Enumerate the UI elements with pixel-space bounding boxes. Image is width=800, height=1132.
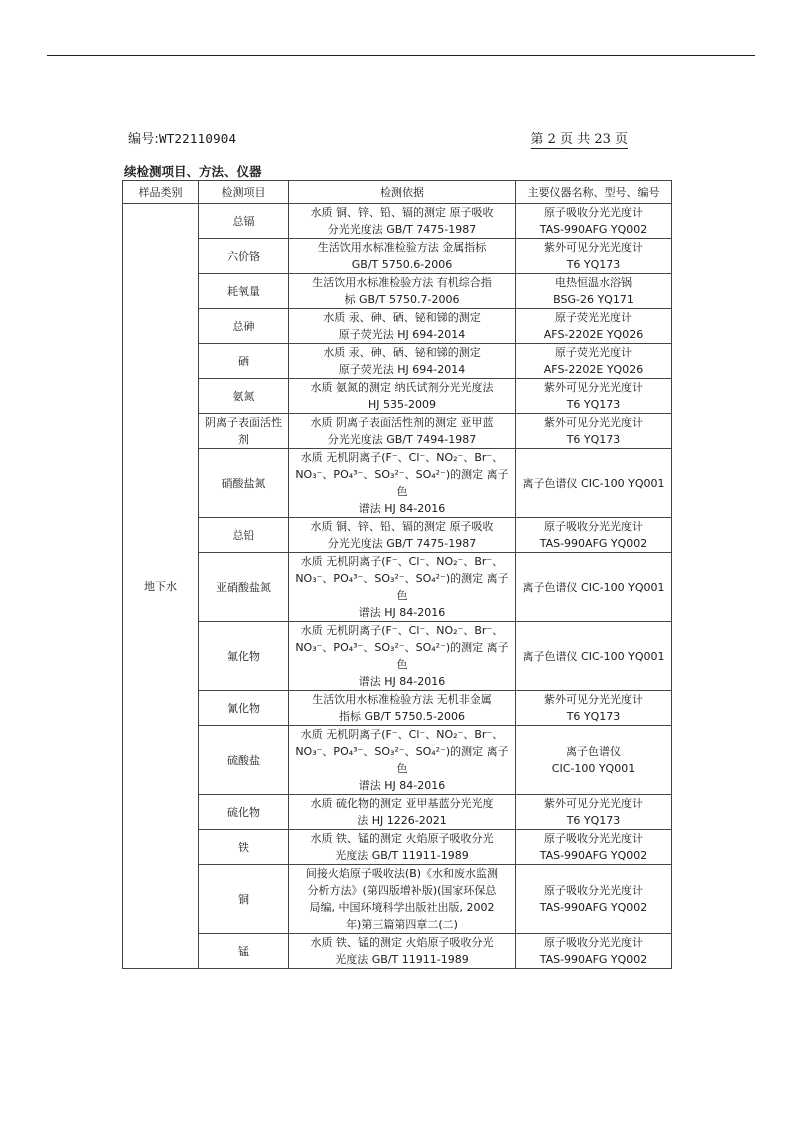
table-body bbox=[123, 204, 672, 969]
basis-line: 水质 阴离子表面活性剂的测定 亚甲蓝 bbox=[310, 416, 494, 429]
basis-line: NO₃⁻、PO₄³⁻、SO₃²⁻、SO₄²⁻)的测定 离子色 bbox=[295, 745, 509, 775]
test-basis-cell bbox=[289, 309, 516, 344]
basis-line: 水质 铁、锰的测定 火焰原子吸收分光 bbox=[310, 936, 494, 949]
instrument-line: 电热恒温水浴锅 bbox=[555, 276, 632, 289]
test-basis-cell bbox=[289, 622, 516, 691]
instrument-line: 原子荧光光度计 bbox=[555, 311, 632, 324]
basis-line: HJ 535-2009 bbox=[368, 398, 436, 411]
basis-line: 谱法 HJ 84-2016 bbox=[358, 675, 446, 688]
instrument-cell bbox=[516, 204, 672, 239]
instrument-cell bbox=[516, 622, 672, 691]
basis-line: 标 GB/T 5750.7-2006 bbox=[344, 293, 460, 306]
basis-line: 水质 无机阴离子(F⁻、Cl⁻、NO₂⁻、Br⁻、 bbox=[300, 728, 504, 741]
test-basis-cell bbox=[289, 795, 516, 830]
report-number-value: WT22110904 bbox=[158, 131, 237, 146]
basis-line: 生活饮用水标准检验方法 无机非金属 bbox=[312, 693, 492, 706]
column-header: 检测依据 bbox=[289, 181, 516, 204]
test-basis-cell bbox=[289, 830, 516, 865]
basis-line: 分光光度法 GB/T 7475-1987 bbox=[327, 223, 477, 236]
instrument-line: 紫外可见分光光度计 bbox=[544, 693, 643, 706]
instrument-cell bbox=[516, 726, 672, 795]
table-row bbox=[123, 344, 672, 379]
instrument-line: TAS-990AFG YQ002 bbox=[539, 537, 648, 550]
instrument-line: TAS-990AFG YQ002 bbox=[539, 901, 648, 914]
instrument-line: 原子吸收分光光度计 bbox=[544, 520, 643, 533]
sample-category-cell: 地下水 bbox=[123, 204, 199, 969]
column-header: 样品类别 bbox=[123, 181, 199, 204]
basis-line: 水质 氨氮的测定 纳氏试剂分光光度法 bbox=[310, 381, 494, 394]
test-basis-cell bbox=[289, 518, 516, 553]
instrument-line: 离子色谱仪 bbox=[566, 745, 621, 758]
basis-line: NO₃⁻、PO₄³⁻、SO₃²⁻、SO₄²⁻)的测定 离子色 bbox=[295, 572, 509, 602]
basis-line: 指标 GB/T 5750.5-2006 bbox=[339, 710, 465, 723]
instrument-line: AFS-2202E YQ026 bbox=[543, 328, 644, 341]
instrument-line: T6 YQ173 bbox=[566, 814, 621, 827]
basis-line: 谱法 HJ 84-2016 bbox=[358, 502, 446, 515]
basis-line: 原子荧光法 HJ 694-2014 bbox=[338, 328, 466, 341]
test-item-cell: 氟化物 bbox=[199, 622, 289, 691]
test-item-cell: 硝酸盐氮 bbox=[199, 449, 289, 518]
instrument-line: 离子色谱仪 CIC-100 YQ001 bbox=[522, 580, 665, 594]
table-row bbox=[123, 795, 672, 830]
test-basis-cell bbox=[289, 726, 516, 795]
report-number bbox=[128, 128, 236, 147]
instrument-line: 紫外可见分光光度计 bbox=[544, 797, 643, 810]
basis-line: 水质 无机阴离子(F⁻、Cl⁻、NO₂⁻、Br⁻、 bbox=[300, 624, 504, 637]
table-header-row bbox=[123, 181, 672, 204]
table-row bbox=[123, 414, 672, 449]
basis-line: 水质 铜、锌、铅、镉的测定 原子吸收 bbox=[310, 520, 494, 533]
basis-line: 水质 铁、锰的测定 火焰原子吸收分光 bbox=[310, 832, 494, 845]
instrument-cell bbox=[516, 795, 672, 830]
instrument-line: BSG-26 YQ171 bbox=[553, 293, 634, 306]
test-item-cell: 六价铬 bbox=[199, 239, 289, 274]
test-basis-cell bbox=[289, 344, 516, 379]
test-item-cell: 总砷 bbox=[199, 309, 289, 344]
instrument-cell bbox=[516, 379, 672, 414]
test-item-cell: 锰 bbox=[199, 934, 289, 969]
table-row bbox=[123, 622, 672, 691]
instrument-line: T6 YQ173 bbox=[566, 258, 621, 271]
instrument-cell bbox=[516, 414, 672, 449]
basis-line: 水质 铜、锌、铅、镉的测定 原子吸收 bbox=[310, 206, 494, 219]
instrument-line: T6 YQ173 bbox=[566, 433, 621, 446]
test-item-cell: 亚硝酸盐氮 bbox=[199, 553, 289, 622]
table-row bbox=[123, 934, 672, 969]
table-row bbox=[123, 274, 672, 309]
basis-line: 水质 硫化物的测定 亚甲基蓝分光光度 bbox=[310, 797, 494, 810]
instrument-line: T6 YQ173 bbox=[566, 398, 621, 411]
test-item-cell: 铜 bbox=[199, 865, 289, 934]
instrument-line: 原子荧光光度计 bbox=[555, 346, 632, 359]
table-row bbox=[123, 865, 672, 934]
instrument-line: 原子吸收分光光度计 bbox=[544, 884, 643, 897]
instrument-line: 原子吸收分光光度计 bbox=[544, 832, 643, 845]
page-info: 第 2 页 共 23 页 bbox=[531, 128, 628, 149]
basis-line: GB/T 5750.6-2006 bbox=[351, 258, 453, 271]
instrument-line: 原子吸收分光光度计 bbox=[544, 206, 643, 219]
basis-line: 原子荧光法 HJ 694-2014 bbox=[338, 363, 466, 376]
basis-line: 间接火焰原子吸收法(B)《水和废水监测 bbox=[305, 867, 499, 880]
basis-line: 生活饮用水标准检验方法 有机综合指 bbox=[312, 276, 492, 289]
test-item-cell: 总镉 bbox=[199, 204, 289, 239]
test-basis-cell bbox=[289, 865, 516, 934]
test-basis-cell bbox=[289, 274, 516, 309]
table-row bbox=[123, 239, 672, 274]
table-row bbox=[123, 691, 672, 726]
instrument-line: T6 YQ173 bbox=[566, 710, 621, 723]
table-row bbox=[123, 518, 672, 553]
basis-line: 光度法 GB/T 11911-1989 bbox=[335, 849, 469, 862]
basis-line: 年)第三篇第四章二(二) bbox=[346, 918, 458, 931]
instrument-cell bbox=[516, 274, 672, 309]
basis-line: 水质 无机阴离子(F⁻、Cl⁻、NO₂⁻、Br⁻、 bbox=[300, 451, 504, 464]
column-header: 检测项目 bbox=[199, 181, 289, 204]
instrument-line: 紫外可见分光光度计 bbox=[544, 416, 643, 429]
basis-line: NO₃⁻、PO₄³⁻、SO₃²⁻、SO₄²⁻)的测定 离子色 bbox=[295, 468, 509, 498]
instrument-line: TAS-990AFG YQ002 bbox=[539, 849, 648, 862]
basis-line: 谱法 HJ 84-2016 bbox=[358, 606, 446, 619]
basis-line: 分光光度法 GB/T 7475-1987 bbox=[327, 537, 477, 550]
instrument-line: 离子色谱仪 CIC-100 YQ001 bbox=[522, 649, 665, 663]
test-item-cell: 阴离子表面活性剂 bbox=[199, 414, 289, 449]
test-item-cell: 氨氮 bbox=[199, 379, 289, 414]
report-number-label: 编号: bbox=[128, 132, 159, 147]
test-item-cell: 耗氧量 bbox=[199, 274, 289, 309]
test-basis-cell bbox=[289, 449, 516, 518]
table-row bbox=[123, 726, 672, 795]
test-item-cell: 硫化物 bbox=[199, 795, 289, 830]
test-item-cell: 硫酸盐 bbox=[199, 726, 289, 795]
test-basis-cell bbox=[289, 691, 516, 726]
test-basis-cell bbox=[289, 239, 516, 274]
instrument-cell bbox=[516, 344, 672, 379]
table-row bbox=[123, 830, 672, 865]
test-basis-cell bbox=[289, 204, 516, 239]
test-basis-cell bbox=[289, 379, 516, 414]
section-title: 续检测项目、方法、仪器 bbox=[124, 164, 262, 179]
table-row bbox=[123, 553, 672, 622]
test-item-cell: 总铅 bbox=[199, 518, 289, 553]
instrument-line: 原子吸收分光光度计 bbox=[544, 936, 643, 949]
test-basis-cell bbox=[289, 934, 516, 969]
basis-line: 水质 汞、砷、硒、铋和锑的测定 bbox=[323, 346, 481, 359]
basis-line: 光度法 GB/T 11911-1989 bbox=[335, 953, 469, 966]
basis-line: 生活饮用水标准检验方法 金属指标 bbox=[317, 241, 487, 254]
table-row bbox=[123, 379, 672, 414]
test-item-cell: 氰化物 bbox=[199, 691, 289, 726]
instrument-line: AFS-2202E YQ026 bbox=[543, 363, 644, 376]
instrument-line: TAS-990AFG YQ002 bbox=[539, 953, 648, 966]
basis-line: 局编, 中国环境科学出版社出版, 2002 bbox=[309, 901, 495, 914]
test-item-cell: 铁 bbox=[199, 830, 289, 865]
table-row bbox=[123, 204, 672, 239]
instrument-cell bbox=[516, 830, 672, 865]
instrument-line: 紫外可见分光光度计 bbox=[544, 241, 643, 254]
basis-line: NO₃⁻、PO₄³⁻、SO₃²⁻、SO₄²⁻)的测定 离子色 bbox=[295, 641, 509, 671]
table-row bbox=[123, 449, 672, 518]
instrument-line: 紫外可见分光光度计 bbox=[544, 381, 643, 394]
basis-line: 分光光度法 GB/T 7494-1987 bbox=[327, 433, 477, 446]
test-item-cell: 硒 bbox=[199, 344, 289, 379]
test-basis-cell bbox=[289, 553, 516, 622]
instrument-cell bbox=[516, 691, 672, 726]
header-rule bbox=[47, 55, 755, 56]
basis-line: 水质 无机阴离子(F⁻、Cl⁻、NO₂⁻、Br⁻、 bbox=[300, 555, 504, 568]
instrument-cell bbox=[516, 309, 672, 344]
instrument-cell bbox=[516, 865, 672, 934]
instrument-cell bbox=[516, 934, 672, 969]
test-basis-cell bbox=[289, 414, 516, 449]
instrument-cell bbox=[516, 518, 672, 553]
methods-table bbox=[122, 180, 672, 969]
basis-line: 法 HJ 1226-2021 bbox=[357, 814, 447, 827]
instrument-line: 离子色谱仪 CIC-100 YQ001 bbox=[522, 476, 665, 490]
basis-line: 谱法 HJ 84-2016 bbox=[358, 779, 446, 792]
instrument-line: CIC-100 YQ001 bbox=[551, 762, 636, 775]
basis-line: 分析方法》(第四版增补版)(国家环保总 bbox=[307, 884, 497, 897]
instrument-cell bbox=[516, 239, 672, 274]
instrument-cell bbox=[516, 553, 672, 622]
table-row bbox=[123, 309, 672, 344]
basis-line: 水质 汞、砷、硒、铋和锑的测定 bbox=[323, 311, 481, 324]
column-header: 主要仪器名称、型号、编号 bbox=[516, 181, 672, 204]
instrument-line: TAS-990AFG YQ002 bbox=[539, 223, 648, 236]
instrument-cell bbox=[516, 449, 672, 518]
